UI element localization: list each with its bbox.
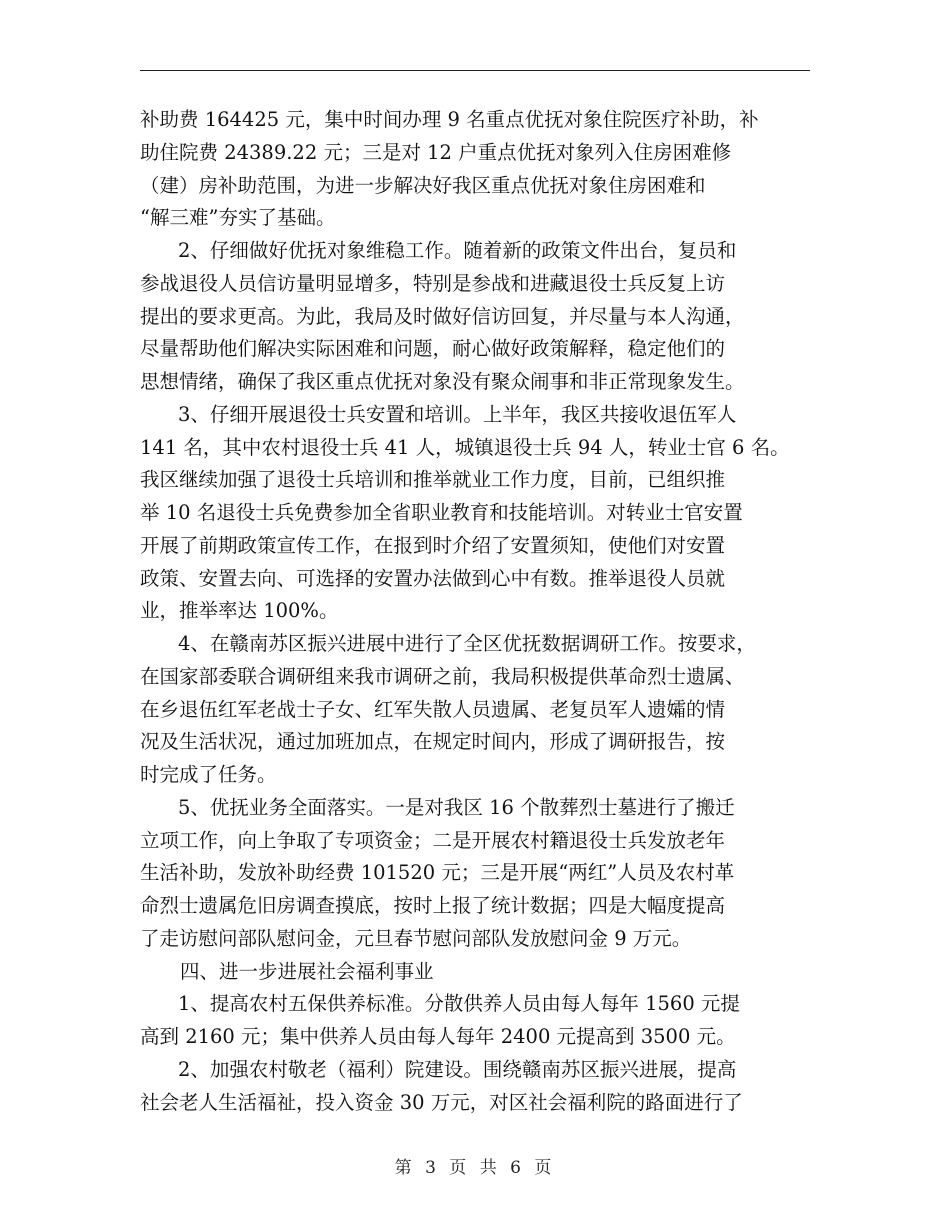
text-line: 况及生活状况，通过加班加点，在规定时间内，形成了调研报告，按 [140,730,726,754]
text-line: 141 名，其中农村退役士兵 41 人，城镇退役士兵 94 人，转业士官 6 名。 [140,435,790,459]
text-line: 生活补助，发放补助经费 101520 元；三是开展“两红”人员及农村革 [140,861,735,885]
text-line: 助住院费 24389.22 元；三是对 12 户重点优抚对象列入住房困难修 [140,140,732,164]
text-line: 举 10 名退役士兵免费参加全省职业教育和技能培训。对转业士官安置 [140,501,743,524]
text-line: 政策、安置去向、可选择的安置办法做到心中有数。推举退役人员就 [140,566,726,590]
section-heading: 四、进一步进展社会福利事业 [180,959,434,983]
text-line: 开展了前期政策宣传工作，在报到时介绍了安置须知，使他们对安置 [140,533,726,557]
text-line: 我区继续加强了退役士兵培训和推举就业工作力度，目前，已组织推 [140,468,726,492]
text-line: 立项工作，向上争取了专项资金；二是开展农村籍退役士兵发放老年 [140,828,726,852]
text-line: 业，推举率达 100%。 [140,599,339,623]
text-line: 提出的要求更高。为此，我局及时做好信访回复，并尽量与本人沟通， [140,304,745,328]
paragraph-first-line: 5、优抚业务全面落实。一是对我区 16 个散葬烈士墓进行了搬迁 [178,795,735,819]
paragraph-first-line: 1、提高农村五保供养标准。分散供养人员由每人每年 1560 元提 [178,992,740,1016]
text-line: （建）房补助范围，为进一步解决好我区重点优抚对象住房困难和 [140,173,706,197]
text-line: 尽量帮助他们解决实际困难和问题，耐心做好政策解释，稳定他们的 [140,337,726,361]
paragraph-first-line: 3、仔细开展退役士兵安置和培训。上半年，我区共接收退伍军人 [178,402,737,426]
text-line: 社会老人生活福祉，投入资金 30 万元，对区社会福利院的路面进行了 [140,1090,743,1114]
document-body [140,104,810,1119]
text-line: 命烈士遗属危旧房调查摸底，按时上报了统计数据；四是大幅度提高 [140,894,726,917]
paragraph-first-line: 2、加强农村敬老（福利）院建设。围绕赣南苏区振兴进展，提高 [178,1057,737,1081]
text-line: 时完成了任务。 [140,763,277,786]
page-number-footer: 第 3 页 共 6 页 [394,1158,556,1178]
paragraph-first-line: 2、仔细做好优抚对象维稳工作。随着新的政策文件出台，复员和 [178,239,737,262]
text-line: 了走访慰问部队慰问金，元旦春节慰问部队发放慰问金 9 万元。 [140,926,692,950]
paragraph-first-line: 4、在赣南苏区振兴进展中进行了全区优抚数据调研工作。按要求， [178,632,756,655]
text-line: 在国家部委联合调研组来我市调研之前，我局积极提供革命烈士遗属、 [140,664,745,688]
header-rule [140,70,810,71]
text-line: 补助费 164425 元，集中时间办理 9 名重点优抚对象住院医疗补助，补 [140,108,759,131]
text-line: “解三难”夯实了基础。 [140,206,336,230]
text-line: 在乡退伍红军老战士子女、红军失散人员遗属、老复员军人遗孀的情 [140,697,726,721]
text-line: 高到 2160 元；集中供养人员由每人每年 2400 元提高到 3500 元。 [140,1025,736,1048]
text-line: 参战退役人员信访量明显增多，特别是参战和进藏退役士兵反复上访 [140,271,726,295]
text-line: 思想情绪，确保了我区重点优抚对象没有聚众闹事和非正常现象发生。 [140,370,745,393]
